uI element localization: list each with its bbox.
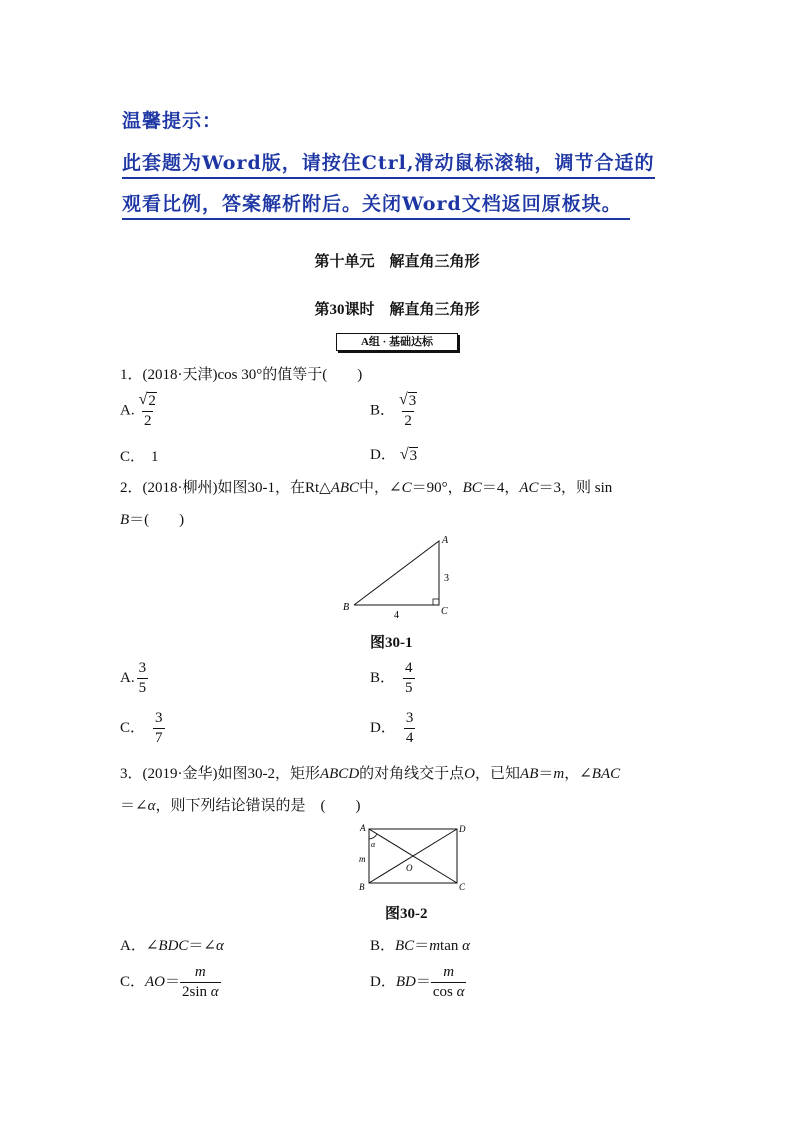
- q2-option-c-numerator: 3: [155, 710, 163, 726]
- q1-option-a-fraction: √ 2 2: [138, 391, 156, 429]
- q3-o: O: [464, 766, 476, 782]
- figure-30-1: [338, 533, 458, 623]
- q3-text-4: ＝: [538, 766, 554, 782]
- q1-option-d-label: D．: [370, 447, 396, 463]
- q3-option-b: [370, 934, 470, 955]
- q3-option-c-den-alpha: α: [210, 984, 219, 1001]
- q1-option-a-label: A.: [120, 402, 135, 419]
- q1-option-a: [120, 392, 159, 430]
- q3-option-b-tan: tan: [440, 938, 459, 954]
- figure-2-label-m: m: [359, 854, 366, 864]
- unit-title: 第十单元 解直角三角形: [314, 254, 480, 270]
- q1-option-c-label: C．: [120, 449, 146, 465]
- q3-option-c: [120, 964, 221, 1002]
- q1-option-b: [370, 392, 419, 430]
- question-2-line-1: [120, 476, 612, 497]
- q3-option-d-label: D．: [370, 974, 396, 991]
- q2-option-b-denominator: 5: [405, 680, 413, 697]
- q2-option-b-numerator: 4: [405, 660, 413, 676]
- group-badge: A组 · 基础达标: [336, 333, 458, 351]
- q3-text-3: ，已知: [475, 766, 521, 782]
- q3-text-2: 的对角线交于点: [359, 766, 465, 782]
- q2-text-2: 中，∠: [359, 480, 402, 496]
- q1-option-b-fraction: √ 3 2: [399, 391, 417, 429]
- question-1-text: (2018·天津)cos 30°的值等于( ): [142, 367, 363, 383]
- q3-option-d-numerator: m: [443, 964, 455, 980]
- q3-bac: BAC: [591, 766, 621, 782]
- q2-b: B: [120, 512, 130, 528]
- figure-2-label-d: D: [459, 824, 466, 834]
- notice-line-1: [122, 148, 655, 175]
- q2-text-5: ＝3，则 sin: [538, 480, 613, 496]
- q3-option-a-rest: ＝∠: [188, 938, 216, 954]
- q2-bc: BC: [462, 480, 482, 496]
- q3-option-d-denominator: [431, 982, 467, 1001]
- right-angle-mark: [433, 599, 439, 605]
- q1-option-a-numerator: 2: [148, 393, 156, 409]
- q2-option-a-label: A.: [120, 670, 135, 687]
- q3-option-b-label: B．: [370, 938, 396, 954]
- q3-option-c-ao: AO: [145, 974, 166, 991]
- notice-heading: 温馨提示：: [122, 110, 223, 132]
- q3-option-a: [120, 934, 224, 955]
- q2-c: C: [401, 480, 412, 496]
- q2-option-a: [120, 660, 148, 698]
- q1-option-d: D． √ 3: [370, 446, 418, 464]
- q3-abcd: ABCD: [319, 766, 360, 782]
- q3-option-c-eq: ＝: [165, 974, 181, 991]
- q3-option-b-eq: ＝: [414, 938, 430, 954]
- q1-option-c-value: 1: [151, 449, 159, 465]
- q1-option-c: [120, 445, 159, 466]
- figure-2-label-alpha: α: [371, 840, 376, 849]
- q3-option-d-eq: ＝: [415, 974, 431, 991]
- q3-text-1: 3．(2019·金华)如图30-2，矩形: [120, 766, 320, 782]
- q3-option-c-numerator: m: [194, 964, 206, 980]
- q2-option-d: [370, 710, 415, 748]
- q2-text-4: ＝4，: [481, 480, 520, 496]
- q3-option-c-denominator: [180, 982, 221, 1001]
- q2-text-6: ＝( ): [129, 512, 185, 528]
- q2-option-c-denominator: 7: [155, 730, 163, 747]
- q2-abc: ABC: [330, 480, 360, 496]
- q3-option-d-den-alpha: α: [456, 984, 465, 1001]
- q3-option-a-alpha: α: [215, 938, 224, 954]
- question-3-line-2: [120, 794, 360, 815]
- q2-option-d-numerator: 3: [405, 710, 414, 726]
- q3-m: m: [553, 766, 565, 782]
- q2-option-a-denominator: 5: [138, 680, 147, 697]
- figure-1-label-side-bc: 4: [394, 610, 399, 621]
- figure-30-2-caption: 图30-2: [385, 906, 428, 922]
- lesson-title: 第30课时 解直角三角形: [314, 302, 480, 318]
- q2-option-d-denominator: 4: [405, 730, 414, 747]
- q1-option-b-numerator: 3: [408, 393, 417, 409]
- figure-2-label-c: C: [459, 882, 466, 892]
- q3-option-d-bd: BD: [395, 974, 416, 991]
- figure-30-1-caption: 图30-1: [370, 635, 413, 651]
- q3-option-b-alpha: α: [462, 938, 470, 954]
- figure-1-label-side-ac: 3: [444, 573, 449, 584]
- q2-option-a-numerator: 3: [138, 660, 147, 676]
- q3-option-c-label: C．: [120, 974, 146, 991]
- question-2-line-2: [120, 508, 184, 529]
- q3-option-b-bc: BC: [395, 938, 415, 954]
- q3-option-a-bdc: BDC: [158, 938, 189, 954]
- q2-option-b-label: B．: [370, 670, 396, 687]
- q3-text-7: ，则下列结论错误的是 ( ): [155, 798, 361, 814]
- q3-ab: AB: [520, 766, 539, 782]
- q2-text-3: ＝90°，: [411, 480, 463, 496]
- figure-1-label-c: C: [441, 606, 448, 617]
- q3-text-6: ＝∠: [120, 798, 148, 814]
- notice-line-2-text: 观看比例，答案解析附后。关闭Word文档返回原板块。: [122, 193, 630, 220]
- q1-option-b-denominator: 2: [404, 412, 412, 429]
- q2-option-d-label: D．: [370, 720, 396, 737]
- triangle-abc: [354, 541, 439, 605]
- q3-option-d-den-pre: cos: [432, 984, 453, 1001]
- question-1: [120, 363, 362, 384]
- q2-option-b: [370, 660, 415, 698]
- notice-line-1-text: 此套题为Word版，请按住Ctrl,滑动鼠标滚轴，调节合适的: [122, 152, 655, 179]
- q3-option-d: [370, 964, 466, 1002]
- question-1-number: 1．: [120, 367, 143, 383]
- q1-option-a-denominator: 2: [143, 412, 152, 429]
- figure-2-label-b: B: [359, 882, 365, 892]
- q3-option-a-label: A．∠: [120, 938, 159, 954]
- q3-alpha: α: [147, 798, 156, 814]
- q3-option-b-m: m: [429, 938, 441, 954]
- question-3-line-1: [120, 762, 620, 783]
- q3-text-5: ，∠: [564, 766, 592, 782]
- q2-option-c: [120, 710, 165, 748]
- q1-option-b-label: B．: [370, 402, 396, 419]
- figure-2-label-o: O: [406, 863, 413, 873]
- q2-ac: AC: [519, 480, 539, 496]
- q2-option-c-label: C．: [120, 720, 146, 737]
- notice-line-2: [122, 189, 630, 216]
- figure-2-label-a: A: [360, 823, 366, 833]
- figure-30-2: [355, 820, 475, 895]
- angle-alpha-arc: [369, 834, 377, 839]
- q3-option-c-den-pre: 2sin: [182, 984, 208, 1001]
- q1-option-d-value: 3: [409, 448, 418, 464]
- q2-text-1: 2．(2018·柳州)如图30-1，在Rt△: [120, 480, 331, 496]
- figure-1-label-b: B: [343, 602, 350, 613]
- figure-1-label-a: A: [442, 535, 449, 546]
